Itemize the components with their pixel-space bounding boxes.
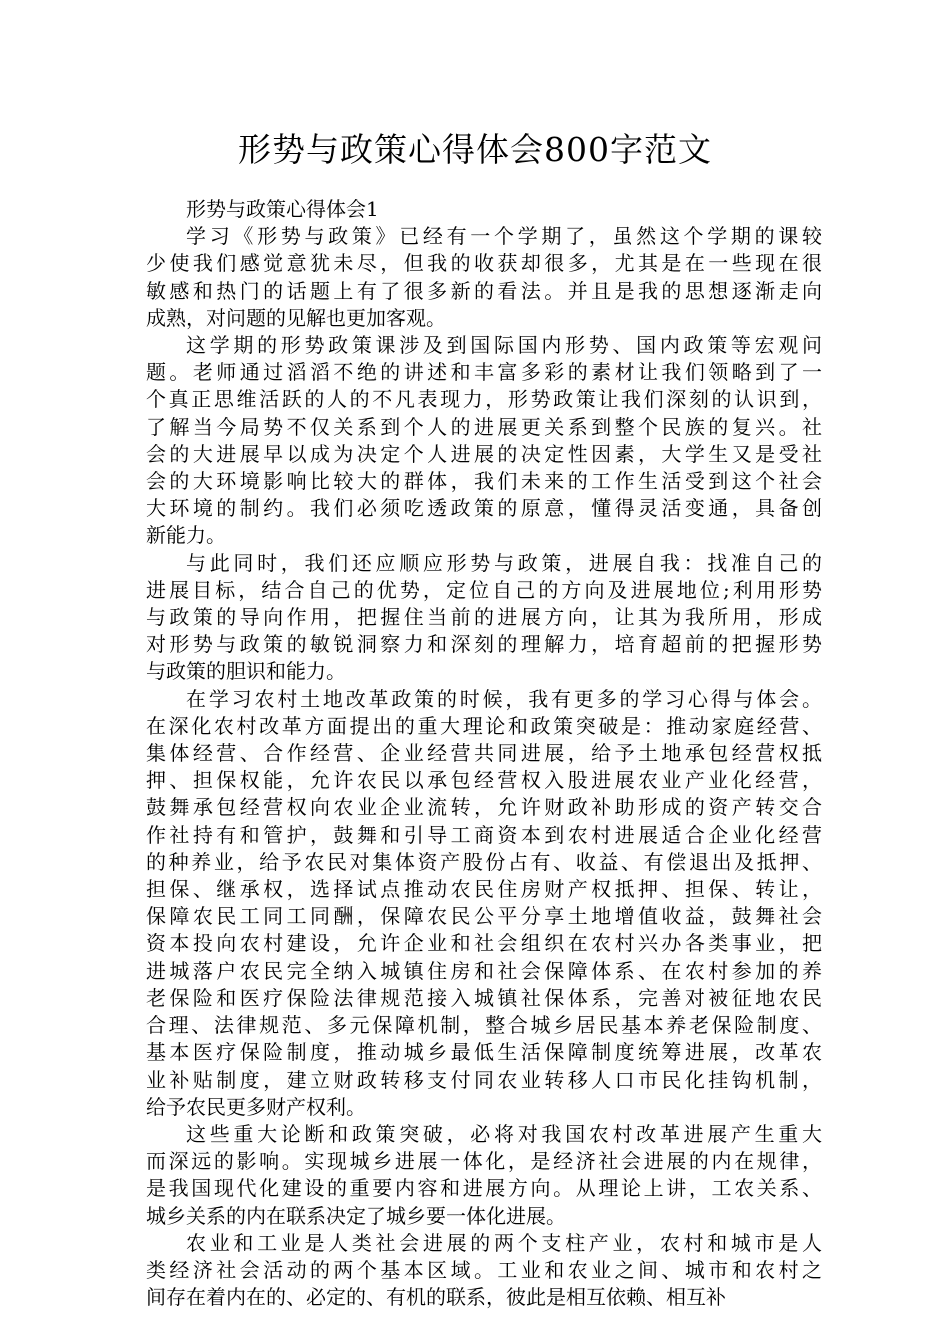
paragraph-line: 基本医疗保险制度，推动城乡最低生活保障制度统筹进展，改革农 — [146, 1040, 822, 1065]
paragraph-line: 集体经营、合作经营、企业经营共同进展，给予土地承包经营权抵 — [146, 741, 822, 766]
paragraph-line: 新能力。 — [146, 523, 226, 548]
paragraph-line: 大环境的制约。我们必须吃透政策的原意，懂得灵活变通，具备创 — [146, 496, 822, 521]
paragraph-line: 进城落户农民完全纳入城镇住房和社会保障体系、在农村参加的养 — [146, 958, 822, 983]
paragraph-line: 是我国现代化建设的重要内容和进展方向。从理论上讲，工农关系、 — [146, 1176, 822, 1201]
document-title: 形势与政策心得体会800字范文 — [238, 130, 712, 169]
paragraph-line: 在学习农村土地改革政策的时候，我有更多的学习心得与体会。 — [186, 686, 822, 711]
paragraph-line: 了解当今局势不仅关系到个人的进展更关系到整个民族的复兴。社 — [146, 414, 822, 439]
paragraph-line: 间存在着内在的、必定的、有机的联系，彼此是相互依赖、相互补 — [146, 1285, 726, 1310]
paragraph-line: 少使我们感觉意犹未尽，但我的收获却很多，尤其是在一些现在很 — [146, 251, 822, 276]
paragraph-line: 与政策的导向作用，把握住当前的进展方向，让其为我所用，形成 — [146, 605, 822, 630]
paragraph-line: 在深化农村改革方面提出的重大理论和政策突破是：推动家庭经营、 — [146, 713, 822, 738]
paragraph-line: 鼓舞承包经营权向农业企业流转，允许财政补助形成的资产转交合 — [146, 795, 822, 820]
paragraph-line: 而深远的影响。实现城乡进展一体化，是经济社会进展的内在规律， — [146, 1149, 822, 1174]
paragraph-line: 担保、继承权，选择试点推动农民住房财产权抵押、担保、转让， — [146, 877, 822, 902]
paragraph-line: 与此同时，我们还应顺应形势与政策，进展自我：找准自己的 — [186, 550, 822, 575]
section-heading — [146, 196, 822, 223]
paragraph-line: 敏感和热门的话题上有了很多新的看法。并且是我的思想逐渐走向 — [146, 278, 822, 303]
paragraph-line: 类经济社会活动的两个基本区域。工业和农业之间、城市和农村之 — [146, 1257, 822, 1282]
paragraph-line: 作社持有和管护，鼓舞和引导工商资本到农村进展适合企业化经营 — [146, 822, 822, 847]
paragraph — [146, 686, 822, 1121]
paragraph-line: 的种养业，给予农民对集体资产股份占有、收益、有偿退出及抵押、 — [146, 849, 822, 874]
paragraph-line: 保障农民工同工同酬，保障农民公平分享土地增值收益，鼓舞社会 — [146, 904, 822, 929]
document-body — [146, 196, 822, 1311]
paragraph-line: 给予农民更多财产权利。 — [146, 1094, 366, 1119]
paragraph-line: 农业和工业是人类社会进展的两个支柱产业，农村和城市是人 — [186, 1230, 822, 1255]
paragraph-line: 城乡关系的内在联系决定了城乡要一体化进展。 — [146, 1203, 566, 1228]
paragraph-list — [146, 223, 822, 1311]
paragraph-line: 会的大进展早以成为决定个人进展的决定性因素，大学生又是受社 — [146, 441, 822, 466]
paragraph — [146, 223, 822, 332]
paragraph-line: 进展目标，结合自己的优势，定位自己的方向及进展地位;利用形势 — [146, 577, 822, 602]
paragraph-line: 这学期的形势政策课涉及到国际国内形势、国内政策等宏观问 — [186, 333, 822, 358]
paragraph-line: 这些重大论断和政策突破，必将对我国农村改革进展产生重大 — [186, 1121, 822, 1146]
paragraph-line: 业补贴制度，建立财政转移支付同农业转移人口市民化挂钩机制， — [146, 1067, 822, 1092]
paragraph — [146, 1230, 822, 1312]
paragraph — [146, 550, 822, 686]
paragraph-line: 会的大环境影响比较大的群体，我们未来的工作生活受到这个社会 — [146, 469, 822, 494]
section-heading-text: 形势与政策心得体会1 — [186, 197, 379, 221]
paragraph-line: 题。老师通过滔滔不绝的讲述和丰富多彩的素材让我们领略到了一 — [146, 360, 822, 385]
paragraph-line: 个真正思维活跃的人的不凡表现力，形势政策让我们深刻的认识到， — [146, 387, 822, 412]
paragraph — [146, 1121, 822, 1230]
paragraph-line: 合理、法律规范、多元保障机制，整合城乡居民基本养老保险制度、 — [146, 1013, 822, 1038]
paragraph-line: 成熟，对问题的见解也更加客观。 — [146, 305, 446, 330]
paragraph-line: 押、担保权能，允许农民以承包经营权入股进展农业产业化经营， — [146, 768, 822, 793]
paragraph-line: 学习《形势与政策》已经有一个学期了，虽然这个学期的课较 — [186, 224, 822, 249]
paragraph-line: 对形势与政策的敏锐洞察力和深刻的理解力，培育超前的把握形势 — [146, 632, 822, 657]
paragraph-line: 与政策的胆识和能力。 — [146, 659, 346, 684]
paragraph-line: 老保险和医疗保险法律规范接入城镇社保体系，完善对被征地农民 — [146, 985, 822, 1010]
paragraph-line: 资本投向农村建设，允许企业和社会组织在农村兴办各类事业，把 — [146, 931, 822, 956]
paragraph — [146, 332, 822, 550]
